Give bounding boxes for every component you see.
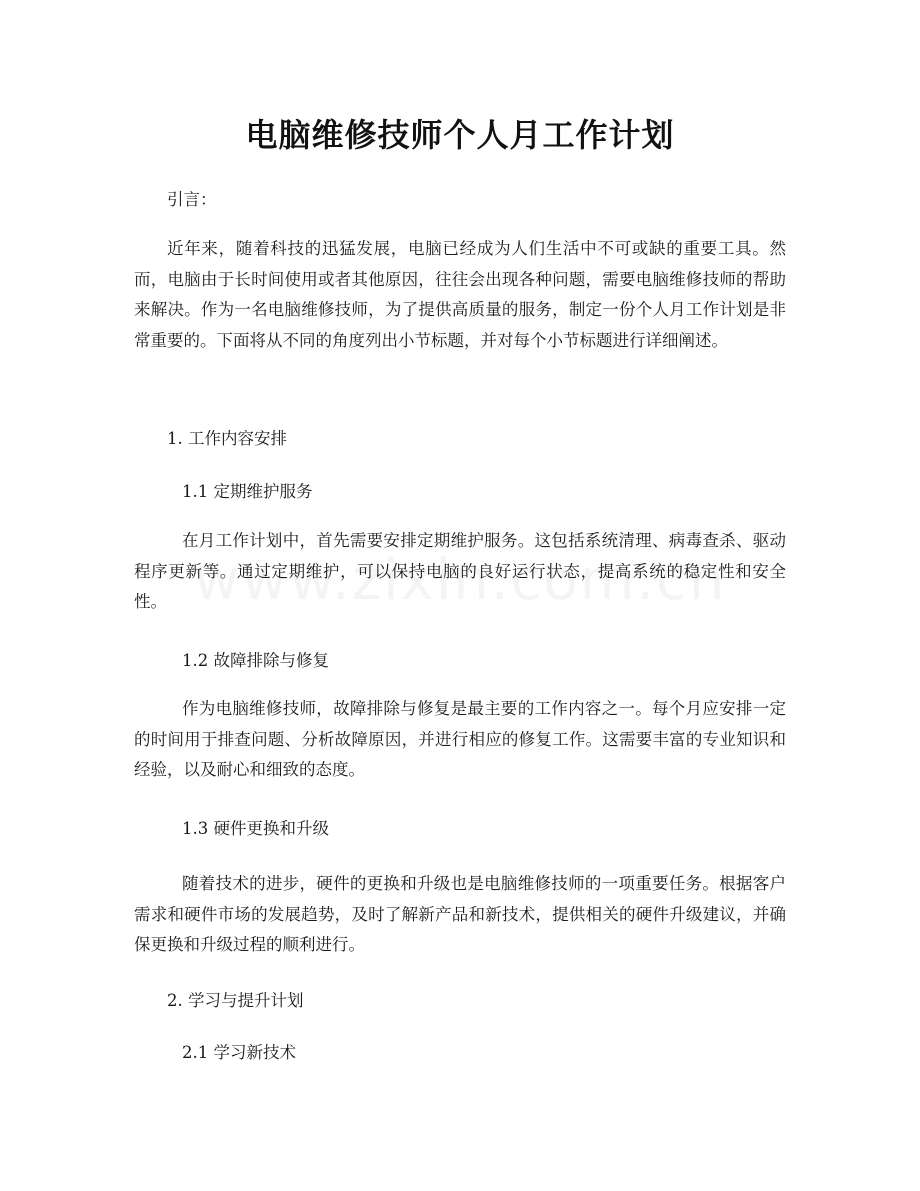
section-2-1-heading: 2.1 学习新技术 (182, 1043, 296, 1062)
intro-label: 引言： (167, 190, 217, 209)
section-1-3-heading: 1.3 硬件更换和升级 (182, 819, 329, 838)
page-title: 电脑维修技师个人月工作计划 (245, 116, 675, 154)
section-1-heading: 1. 工作内容安排 (167, 429, 287, 448)
section-1-3-paragraph: 随着技术的进步，硬件的更换和升级也是电脑维修技师的一项重要任务。根据客户需求和硬件市场的发展趋势，及时了解新产品和新技术，提供相关的硬件升级建议，并确保更换和升级过程的顺利进行。 (134, 874, 786, 954)
section-2-heading: 2. 学习与提升计划 (167, 991, 304, 1010)
section-1-1-paragraph: 在月工作计划中，首先需要安排定期维护服务。这包括系统清理、病毒查杀、驱动程序更新等。通过定期维护，可以保持电脑的良好运行状态，提高系统的稳定性和安全性。 (134, 531, 786, 611)
section-1-1-heading: 1.1 定期维护服务 (182, 482, 313, 501)
intro-paragraph: 近年来，随着科技的迅猛发展，电脑已经成为人们生活中不可或缺的重要工具。然而，电脑由于长时间使用或者其他原因，往往会出现各种问题，需要电脑维修技师的帮助来解决。作为一名电脑维修技师，为了提供高质量的服务，制定一份个人月工作计划是非常重要的。下面将从不同的角度列出小节标题，并对每个小节标题进行详细阐述。 (134, 239, 786, 350)
section-1-2-heading: 1.2 故障排除与修复 (182, 651, 329, 670)
section-1-2-paragraph: 作为电脑维修技师，故障排除与修复是最主要的工作内容之一。每个月应安排一定的时间用于排查问题、分析故障原因，并进行相应的修复工作。这需要丰富的专业知识和经验，以及耐心和细致的态度。 (134, 699, 786, 779)
